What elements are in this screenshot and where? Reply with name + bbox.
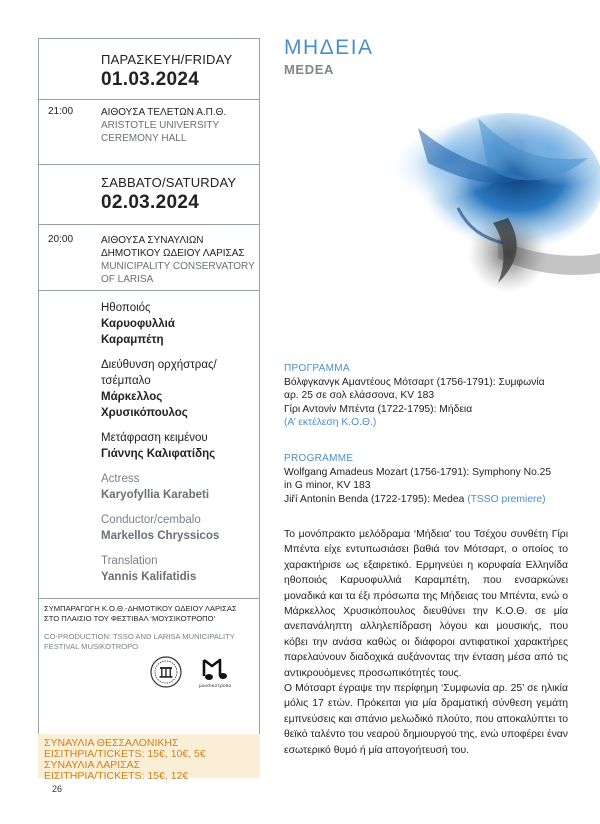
role-label: Translation — [101, 555, 158, 567]
role-label: Conductor/cembalo — [101, 514, 201, 526]
event2-day: ΣΑΒΒΑΤΟ/SATURDAY — [101, 175, 237, 190]
credit-translation-gr — [101, 430, 261, 462]
coproduction-en — [44, 632, 256, 652]
page-number: 26 — [52, 784, 63, 794]
ink-splash-image — [358, 88, 600, 348]
credit-actress-gr — [101, 300, 261, 348]
programme-line: in G minor, KV 183 — [284, 480, 371, 491]
event2-time: 20:00 — [48, 234, 74, 245]
programme-line: αρ. 25 σε σολ ελάσσονα, KV 183 — [284, 390, 435, 401]
event2-venue — [101, 234, 261, 286]
event1-time: 21:00 — [48, 106, 74, 117]
event2-date-block — [101, 175, 261, 214]
performer-name: Karyofyllia Karabeti — [101, 489, 210, 501]
performer-name: Μάρκελλος — [101, 391, 163, 403]
credit-conductor-en — [101, 512, 261, 544]
credit-conductor-gr — [101, 357, 261, 421]
performer-name: Yannis Kalifatidis — [101, 571, 197, 583]
role-label: Actress — [101, 473, 140, 485]
description-paragraph: Το μονόπρακτο μελόδραμα ‘Μήδεια’ του Τσέχου συνθέτη Γίρι Μπέντα είχε εντυπωσιάσει βαθιά τον Μότσαρτ, ο οποίος το χαρακτήρισε ως εξαιρετικό. Ερμηνεύει η κορυφαία Ελληνίδα ηθοποιός Καρυοφυλλιά Καραμπέτη, που ενσαρκώνει μοναδικά και τα έξι πρόσωπα της Μήδειας του Μπέντα, ενώ ο Μάρκελλος Χρυσικόπουλος διευθύνει την Κ.Ο.Θ. σε μία ανεπανάληπτη αλληλεπίδραση λόγου και μουσικής, που κόβει την ανάσα καθώς οι διάφοροι αντιφατικοί χαρακτήρες παρελαύνουν διαδοχικά αυξάνοντας την ένταση μέσα από τις αντικρουόμενες προσωπικότητές τους. — [284, 529, 568, 679]
divider — [38, 598, 260, 599]
event2-date: 02.03.2024 — [101, 192, 200, 213]
programme-gr — [284, 362, 576, 430]
programme-heading: PROGRAMME — [284, 453, 354, 464]
performer-name: Χρυσικόπουλος — [101, 407, 188, 419]
role-label: Διεύθυνση ορχήστρας/ — [101, 359, 217, 371]
divider — [38, 224, 260, 225]
event2-venue-gr1: ΑΙΘΟΥΣΑ ΣΥΝΑΥΛΙΩΝ — [101, 235, 204, 246]
programme-line: Βόλφγκανγκ Αμαντέους Μότσαρτ (1756-1791): Συμφωνία — [284, 376, 545, 388]
ticket-line: ΕΙΣΙΤΗΡΙΑ/TICKETS: 15€, 10€, 5€ — [44, 748, 206, 760]
event2-venue-en1: MUNICIPALITY CONSERVATORY — [101, 261, 255, 272]
divider — [38, 290, 260, 291]
musikotropo-logo-icon — [197, 654, 233, 690]
description — [284, 527, 568, 758]
programme-line-text: Jiří Antonín Benda (1722-1795): Medea — [284, 493, 468, 505]
premiere-note: (Α’ εκτέλεση Κ.Ο.Θ.) — [284, 417, 377, 428]
event1-venue-gr: ΑΙΘΟΥΣΑ ΤΕΛΕΤΩΝ Α.Π.Θ. — [101, 107, 227, 118]
performer-name: Markellos Chryssicos — [101, 530, 220, 542]
coproduction-gr-line: ΣΤΟ ΠΛΑΙΣΙΟ ΤΟΥ ΦΕΣΤΙΒΑΛ ‘ΜΟΥΣΙΚΟΤΡΟΠΟ’ — [44, 614, 216, 623]
role-label: Ηθοποιός — [101, 302, 151, 314]
coproduction-gr-line: ΣΥΜΠΑΡΑΓΩΓΗ Κ.Ο.Θ.-ΔΗΜΟΤΙΚΟΥ ΩΔΕΙΟΥ ΛΑΡΙΣΑΣ — [44, 604, 237, 613]
logo-caption: μουσικοτροπο — [198, 684, 232, 689]
ticket-line: ΣΥΝΑΥΛΙΑ ΘΕΣΣΑΛΟΝΙΚΗΣ — [44, 737, 179, 749]
ticket-line: ΣΥΝΑΥΛΙΑ ΛΑΡΙΣΑΣ — [44, 759, 141, 771]
ticket-line: ΕΙΣΙΤΗΡΙΑ/TICKETS: 15€, 12€ — [44, 770, 189, 782]
programme-line: Wolfgang Amadeus Mozart (1756-1791): Symphony No.25 — [284, 466, 552, 478]
event2-venue-en2: OF LARISA — [101, 274, 154, 285]
divider — [38, 38, 260, 39]
coproduction-gr — [44, 604, 256, 624]
event1-date: 01.03.2024 — [101, 69, 200, 90]
divider — [38, 99, 260, 100]
event1-venue-en1: ARISTOTLE UNIVERSITY — [101, 120, 220, 131]
event1-venue — [101, 106, 261, 145]
performer-name: Γιάννης Καλιφατίδης — [101, 448, 216, 460]
programme-en — [284, 452, 576, 506]
role-label: Μετάφραση κειμένου — [101, 432, 208, 444]
page-subtitle: MEDEA — [284, 62, 334, 77]
event1-day: ΠΑΡΑΣΚΕΥΗ/FRIDAY — [101, 52, 233, 67]
coproduction-en-line: CO-PRODUCTION: TSSO AND LARISA MUNICIPALITY — [44, 632, 235, 641]
performer-name: Καρυοφυλλιά — [101, 318, 175, 330]
event1-venue-en2: CEREMONY HALL — [101, 133, 187, 144]
credits — [101, 300, 261, 594]
ticket-info — [38, 734, 260, 782]
credit-translation-en — [101, 553, 261, 585]
description-paragraph: Ο Μότσαρτ έγραψε την περίφημη ‘Συμφωνία αρ. 25’ σε ηλικία μόλις 17 ετών. Πρόκειται για μία δραματική σύνθεση γεμάτη εμπνεύσεις και σπάνιο μελωδικό πλούτο, που αποκαλύπτει το θεϊκό ταλέντο του νεαρού δημιουργού της, ενώ υποφέρει έναν εσωτερικό θυμό ή μία απογοήτευσή του. — [284, 683, 568, 756]
coproduction-en-line: FESTIVAL MUSIKOTROPO — [44, 642, 139, 651]
role-label: τσέμπαλο — [101, 375, 151, 387]
event2-venue-gr2: ΔΗΜΟΤΙΚΟΥ ΩΔΕΙΟΥ ΛΑΡΙΣΑΣ — [101, 248, 245, 259]
performer-name: Καραμπέτη — [101, 334, 164, 346]
coproduction-note — [44, 604, 256, 652]
event1-date-block — [101, 52, 261, 91]
programme-line — [284, 493, 576, 507]
divider — [38, 164, 260, 165]
programme-line: Γίρι Αντονίν Μπέντα (1722-1795): Μήδεια — [284, 403, 473, 415]
premiere-note: (TSSO premiere) — [467, 493, 546, 505]
page-title: ΜΗΔΕΙΑ — [284, 36, 374, 59]
conservatory-seal-icon — [150, 656, 182, 688]
credit-actress-en — [101, 471, 261, 503]
programme-heading: ΠΡΟΓΡΑΜΜΑ — [284, 363, 350, 374]
